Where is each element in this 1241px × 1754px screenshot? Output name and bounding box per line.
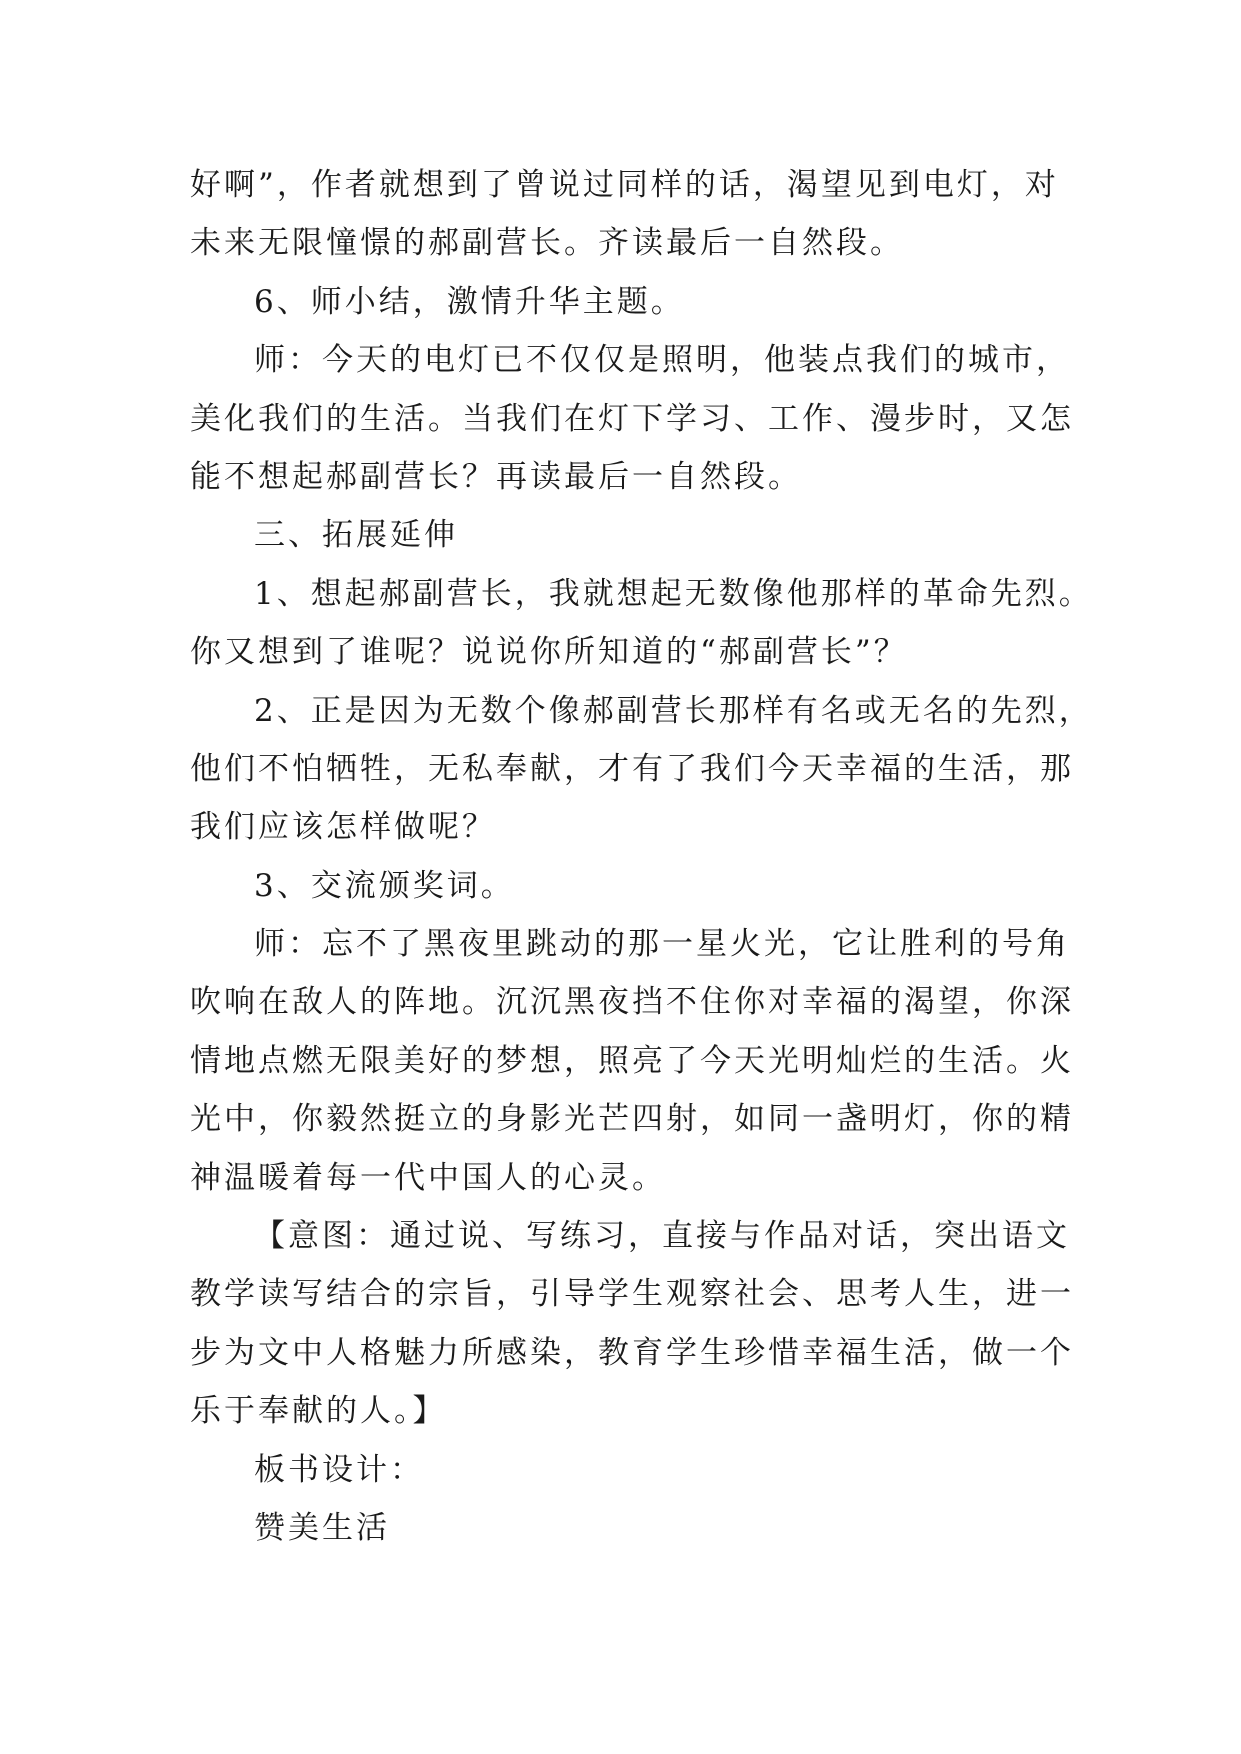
text-line: 【意图：通过说、写练习，直接与作品对话，突出语文	[254, 1218, 1070, 1255]
body-text	[190, 156, 1093, 1557]
text-line: 美化我们的生活。当我们在灯下学习、工作、漫步时，又怎	[190, 400, 1074, 437]
text-line: 我们应该怎样做呢？	[190, 809, 496, 846]
text-line: 2、正是因为无数个像郝副营长那样有名或无名的先烈，	[254, 692, 1093, 729]
text-line: 6、师小结，激情升华主题。	[254, 283, 685, 320]
text-line: 1、想起郝副营长，我就想起无数像他那样的革命先烈。	[254, 575, 1093, 612]
text-line: 师：今天的电灯已不仅仅是照明，他装点我们的城市，	[254, 342, 1070, 379]
text-line: 教学读写结合的宗旨，引导学生观察社会、思考人生，进一	[190, 1276, 1074, 1313]
text-line: 他们不怕牺牲，无私奉献，才有了我们今天幸福的生活，那	[190, 750, 1074, 787]
text-line: 未来无限憧憬的郝副营长。齐读最后一自然段。	[190, 225, 904, 262]
text-line: 情地点燃无限美好的梦想，照亮了今天光明灿烂的生活。火	[190, 1042, 1074, 1079]
text-line: 神温暖着每一代中国人的心灵。	[190, 1159, 666, 1196]
text-line: 乐于奉献的人。】	[190, 1393, 447, 1430]
text-line: 3、交流颁奖词。	[254, 867, 515, 904]
text-line: 师：忘不了黑夜里跳动的那一星火光，它让胜利的号角	[254, 926, 1070, 963]
text-line: 光中，你毅然挺立的身影光芒四射，如同一盏明灯，你的精	[190, 1101, 1074, 1138]
text-line: 赞美生活	[254, 1509, 390, 1546]
text-line: 板书设计：	[254, 1451, 424, 1488]
text-line: 能不想起郝副营长？再读最后一自然段。	[190, 458, 802, 495]
section-heading: 三、拓展延伸	[254, 517, 458, 554]
text-line: 好啊”，作者就想到了曾说过同样的话，渴望见到电灯，对	[190, 167, 1059, 203]
text-line: 吹响在敌人的阵地。沉沉黑夜挡不住你对幸福的渴望，你深	[190, 984, 1074, 1021]
text-line: 步为文中人格魅力所感染，教育学生珍惜幸福生活，做一个	[190, 1334, 1074, 1371]
text-line: 你又想到了谁呢？说说你所知道的“郝副营长”？	[190, 634, 908, 671]
